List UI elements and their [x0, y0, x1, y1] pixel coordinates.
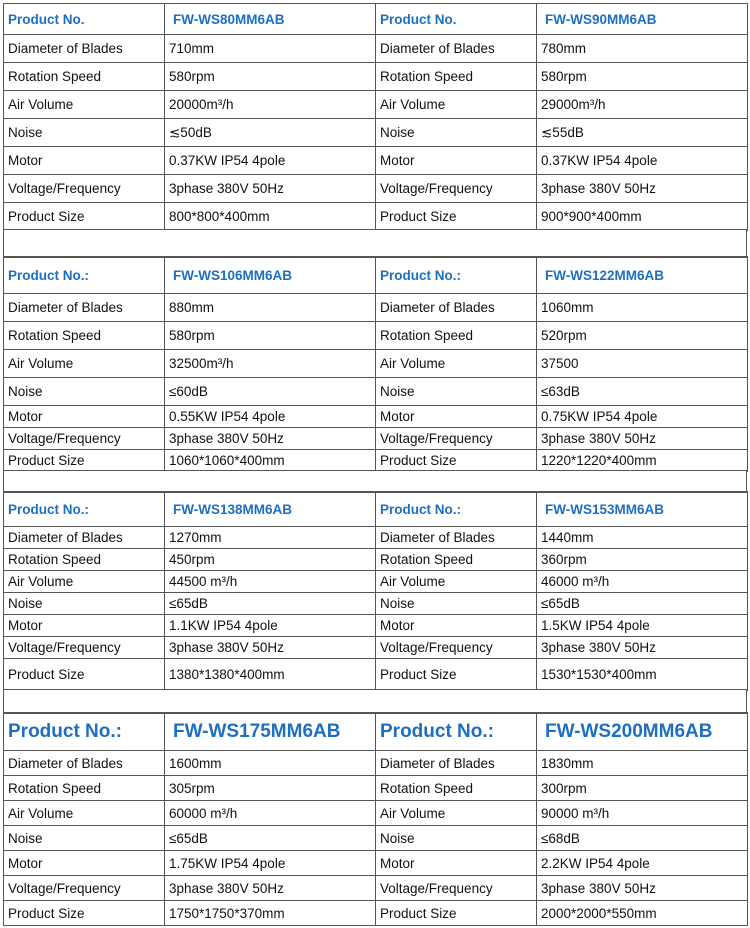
spec-row — [4, 549, 748, 571]
product-no-label: Product No.: — [376, 713, 537, 751]
spec-value: ≲55dB — [537, 119, 748, 147]
spec-value: 0.75KW IP54 4pole — [537, 406, 748, 428]
product-no-label: Product No. — [376, 4, 537, 35]
spec-row — [4, 428, 748, 450]
spec-label: Noise — [4, 119, 165, 147]
spec-label: Motor — [4, 851, 165, 876]
header-row — [4, 492, 748, 527]
spec-label: Product Size — [376, 450, 537, 472]
spec-value: 2.2KW IP54 4pole — [537, 851, 748, 876]
spec-value: 305rpm — [165, 776, 376, 801]
spec-value: ≤65dB — [165, 593, 376, 615]
spec-row — [4, 91, 748, 119]
spec-row — [4, 637, 748, 659]
spec-row — [4, 527, 748, 549]
spec-row — [4, 615, 748, 637]
spec-row — [4, 406, 748, 428]
spec-label: Voltage/Frequency — [4, 637, 165, 659]
spec-value: 3phase 380V 50Hz — [165, 637, 376, 659]
spec-value: 1530*1530*400mm — [537, 659, 748, 691]
spec-value: 0.55KW IP54 4pole — [165, 406, 376, 428]
spec-block-4 — [3, 712, 747, 925]
spec-value: 880mm — [165, 294, 376, 322]
spec-label: Rotation Speed — [4, 549, 165, 571]
spec-value: ≤65dB — [537, 593, 748, 615]
spec-row — [4, 350, 748, 378]
model-number: FW-WS90MM6AB — [537, 4, 748, 35]
spec-label: Product Size — [4, 901, 165, 926]
spec-row — [4, 801, 748, 826]
product-no-label: Product No.: — [376, 257, 537, 294]
spec-label: Voltage/Frequency — [4, 428, 165, 450]
spec-label: Motor — [4, 147, 165, 175]
spec-label: Noise — [4, 593, 165, 615]
spec-value: 1600mm — [165, 751, 376, 776]
spec-label: Rotation Speed — [376, 322, 537, 350]
spec-value: 3phase 380V 50Hz — [537, 428, 748, 450]
spec-value: 46000 m³/h — [537, 571, 748, 593]
spec-label: Product Size — [376, 659, 537, 691]
model-number: FW-WS138MM6AB — [165, 492, 376, 527]
spec-label: Air Volume — [376, 801, 537, 826]
spec-value: 1440mm — [537, 527, 748, 549]
spec-block-3 — [3, 491, 747, 690]
model-number: FW-WS106MM6AB — [165, 257, 376, 294]
spec-value: ≤60dB — [165, 378, 376, 406]
spec-label: Noise — [4, 378, 165, 406]
spec-value: 1.5KW IP54 4pole — [537, 615, 748, 637]
spec-label: Air Volume — [4, 350, 165, 378]
spec-label: Voltage/Frequency — [4, 876, 165, 901]
spec-label: Diameter of Blades — [4, 751, 165, 776]
spec-value: 780mm — [537, 35, 748, 63]
spec-label: Motor — [4, 615, 165, 637]
spec-label: Voltage/Frequency — [4, 175, 165, 203]
spec-label: Rotation Speed — [4, 63, 165, 91]
model-number: FW-WS200MM6AB — [537, 713, 748, 751]
spec-value: 1830mm — [537, 751, 748, 776]
spec-row — [4, 119, 748, 147]
spec-row — [4, 322, 748, 350]
spec-value: 1380*1380*400mm — [165, 659, 376, 691]
spec-row — [4, 571, 748, 593]
spec-table-1 — [3, 3, 748, 231]
spec-label: Motor — [376, 851, 537, 876]
block-spacer — [3, 470, 747, 493]
spec-label: Voltage/Frequency — [376, 175, 537, 203]
spec-value: 1.1KW IP54 4pole — [165, 615, 376, 637]
spec-label: Product Size — [376, 203, 537, 231]
spec-label: Rotation Speed — [376, 63, 537, 91]
spec-label: Diameter of Blades — [376, 35, 537, 63]
spec-sheet — [3, 3, 747, 925]
spec-value: 0.37KW IP54 4pole — [165, 147, 376, 175]
spec-value: 3phase 380V 50Hz — [537, 637, 748, 659]
spec-label: Air Volume — [4, 571, 165, 593]
spec-label: Air Volume — [4, 801, 165, 826]
spec-value: 1750*1750*370mm — [165, 901, 376, 926]
spec-value: ≤68dB — [537, 826, 748, 851]
spec-label: Product Size — [4, 450, 165, 472]
spec-value: 520rpm — [537, 322, 748, 350]
spec-row — [4, 175, 748, 203]
spec-row — [4, 450, 748, 472]
spec-value: 0.37KW IP54 4pole — [537, 147, 748, 175]
spec-label: Motor — [376, 406, 537, 428]
spec-row — [4, 901, 748, 926]
spec-row — [4, 826, 748, 851]
spec-value: 32500m³/h — [165, 350, 376, 378]
spec-value: 20000m³/h — [165, 91, 376, 119]
spec-label: Rotation Speed — [376, 549, 537, 571]
spec-row — [4, 63, 748, 91]
spec-value: 1.75KW IP54 4pole — [165, 851, 376, 876]
spec-label: Diameter of Blades — [4, 35, 165, 63]
spec-value: 360rpm — [537, 549, 748, 571]
spec-value: 900*900*400mm — [537, 203, 748, 231]
spec-label: Diameter of Blades — [4, 294, 165, 322]
spec-value: 580rpm — [165, 322, 376, 350]
spec-value: 580rpm — [537, 63, 748, 91]
spec-row — [4, 659, 748, 691]
spec-value: 710mm — [165, 35, 376, 63]
spec-label: Product Size — [4, 659, 165, 691]
model-number: FW-WS122MM6AB — [537, 257, 748, 294]
spec-row — [4, 776, 748, 801]
spec-value: 800*800*400mm — [165, 203, 376, 231]
spec-value: 1060mm — [537, 294, 748, 322]
spec-value: ≲50dB — [165, 119, 376, 147]
spec-value: 580rpm — [165, 63, 376, 91]
spec-row — [4, 203, 748, 231]
spec-row — [4, 751, 748, 776]
spec-label: Voltage/Frequency — [376, 876, 537, 901]
spec-value: 44500 m³/h — [165, 571, 376, 593]
block-spacer — [3, 689, 747, 714]
spec-label: Air Volume — [376, 350, 537, 378]
spec-value: 3phase 380V 50Hz — [165, 876, 376, 901]
spec-label: Rotation Speed — [376, 776, 537, 801]
product-no-label: Product No.: — [4, 492, 165, 527]
spec-value: 60000 m³/h — [165, 801, 376, 826]
spec-row — [4, 147, 748, 175]
model-number: FW-WS80MM6AB — [165, 4, 376, 35]
spec-row — [4, 851, 748, 876]
spec-label: Motor — [376, 147, 537, 175]
spec-table-3 — [3, 491, 748, 691]
product-no-label: Product No.: — [4, 257, 165, 294]
spec-label: Diameter of Blades — [376, 527, 537, 549]
spec-value: 3phase 380V 50Hz — [537, 876, 748, 901]
spec-value: 3phase 380V 50Hz — [537, 175, 748, 203]
model-number: FW-WS153MM6AB — [537, 492, 748, 527]
spec-label: Motor — [4, 406, 165, 428]
spec-label: Diameter of Blades — [4, 527, 165, 549]
spec-table-2 — [3, 256, 748, 472]
header-row — [4, 713, 748, 751]
spec-value: ≤63dB — [537, 378, 748, 406]
spec-value: 1220*1220*400mm — [537, 450, 748, 472]
spec-value: 1060*1060*400mm — [165, 450, 376, 472]
spec-label: Voltage/Frequency — [376, 637, 537, 659]
spec-value: 37500 — [537, 350, 748, 378]
product-no-label: Product No. — [4, 4, 165, 35]
spec-value: 3phase 380V 50Hz — [165, 175, 376, 203]
spec-value: 1270mm — [165, 527, 376, 549]
spec-label: Noise — [4, 826, 165, 851]
spec-label: Product Size — [4, 203, 165, 231]
spec-label: Noise — [376, 593, 537, 615]
spec-label: Motor — [376, 615, 537, 637]
header-row — [4, 257, 748, 294]
header-row — [4, 4, 748, 35]
spec-block-1 — [3, 3, 747, 230]
model-number: FW-WS175MM6AB — [165, 713, 376, 751]
spec-value: 2000*2000*550mm — [537, 901, 748, 926]
spec-value: ≤65dB — [165, 826, 376, 851]
spec-value: 90000 m³/h — [537, 801, 748, 826]
spec-row — [4, 35, 748, 63]
spec-value: 29000m³/h — [537, 91, 748, 119]
product-no-label: Product No.: — [376, 492, 537, 527]
spec-table-4 — [3, 712, 748, 926]
spec-label: Noise — [376, 378, 537, 406]
spec-row — [4, 593, 748, 615]
block-spacer — [3, 229, 747, 258]
spec-label: Air Volume — [376, 91, 537, 119]
spec-label: Rotation Speed — [4, 776, 165, 801]
spec-row — [4, 876, 748, 901]
spec-row — [4, 378, 748, 406]
spec-label: Diameter of Blades — [376, 294, 537, 322]
product-no-label: Product No.: — [4, 713, 165, 751]
spec-row — [4, 294, 748, 322]
spec-block-2 — [3, 256, 747, 471]
spec-label: Air Volume — [376, 571, 537, 593]
spec-label: Voltage/Frequency — [376, 428, 537, 450]
spec-value: 3phase 380V 50Hz — [165, 428, 376, 450]
spec-label: Air Volume — [4, 91, 165, 119]
spec-value: 300rpm — [537, 776, 748, 801]
spec-label: Noise — [376, 826, 537, 851]
spec-label: Diameter of Blades — [376, 751, 537, 776]
spec-label: Noise — [376, 119, 537, 147]
spec-value: 450rpm — [165, 549, 376, 571]
spec-label: Product Size — [376, 901, 537, 926]
spec-label: Rotation Speed — [4, 322, 165, 350]
